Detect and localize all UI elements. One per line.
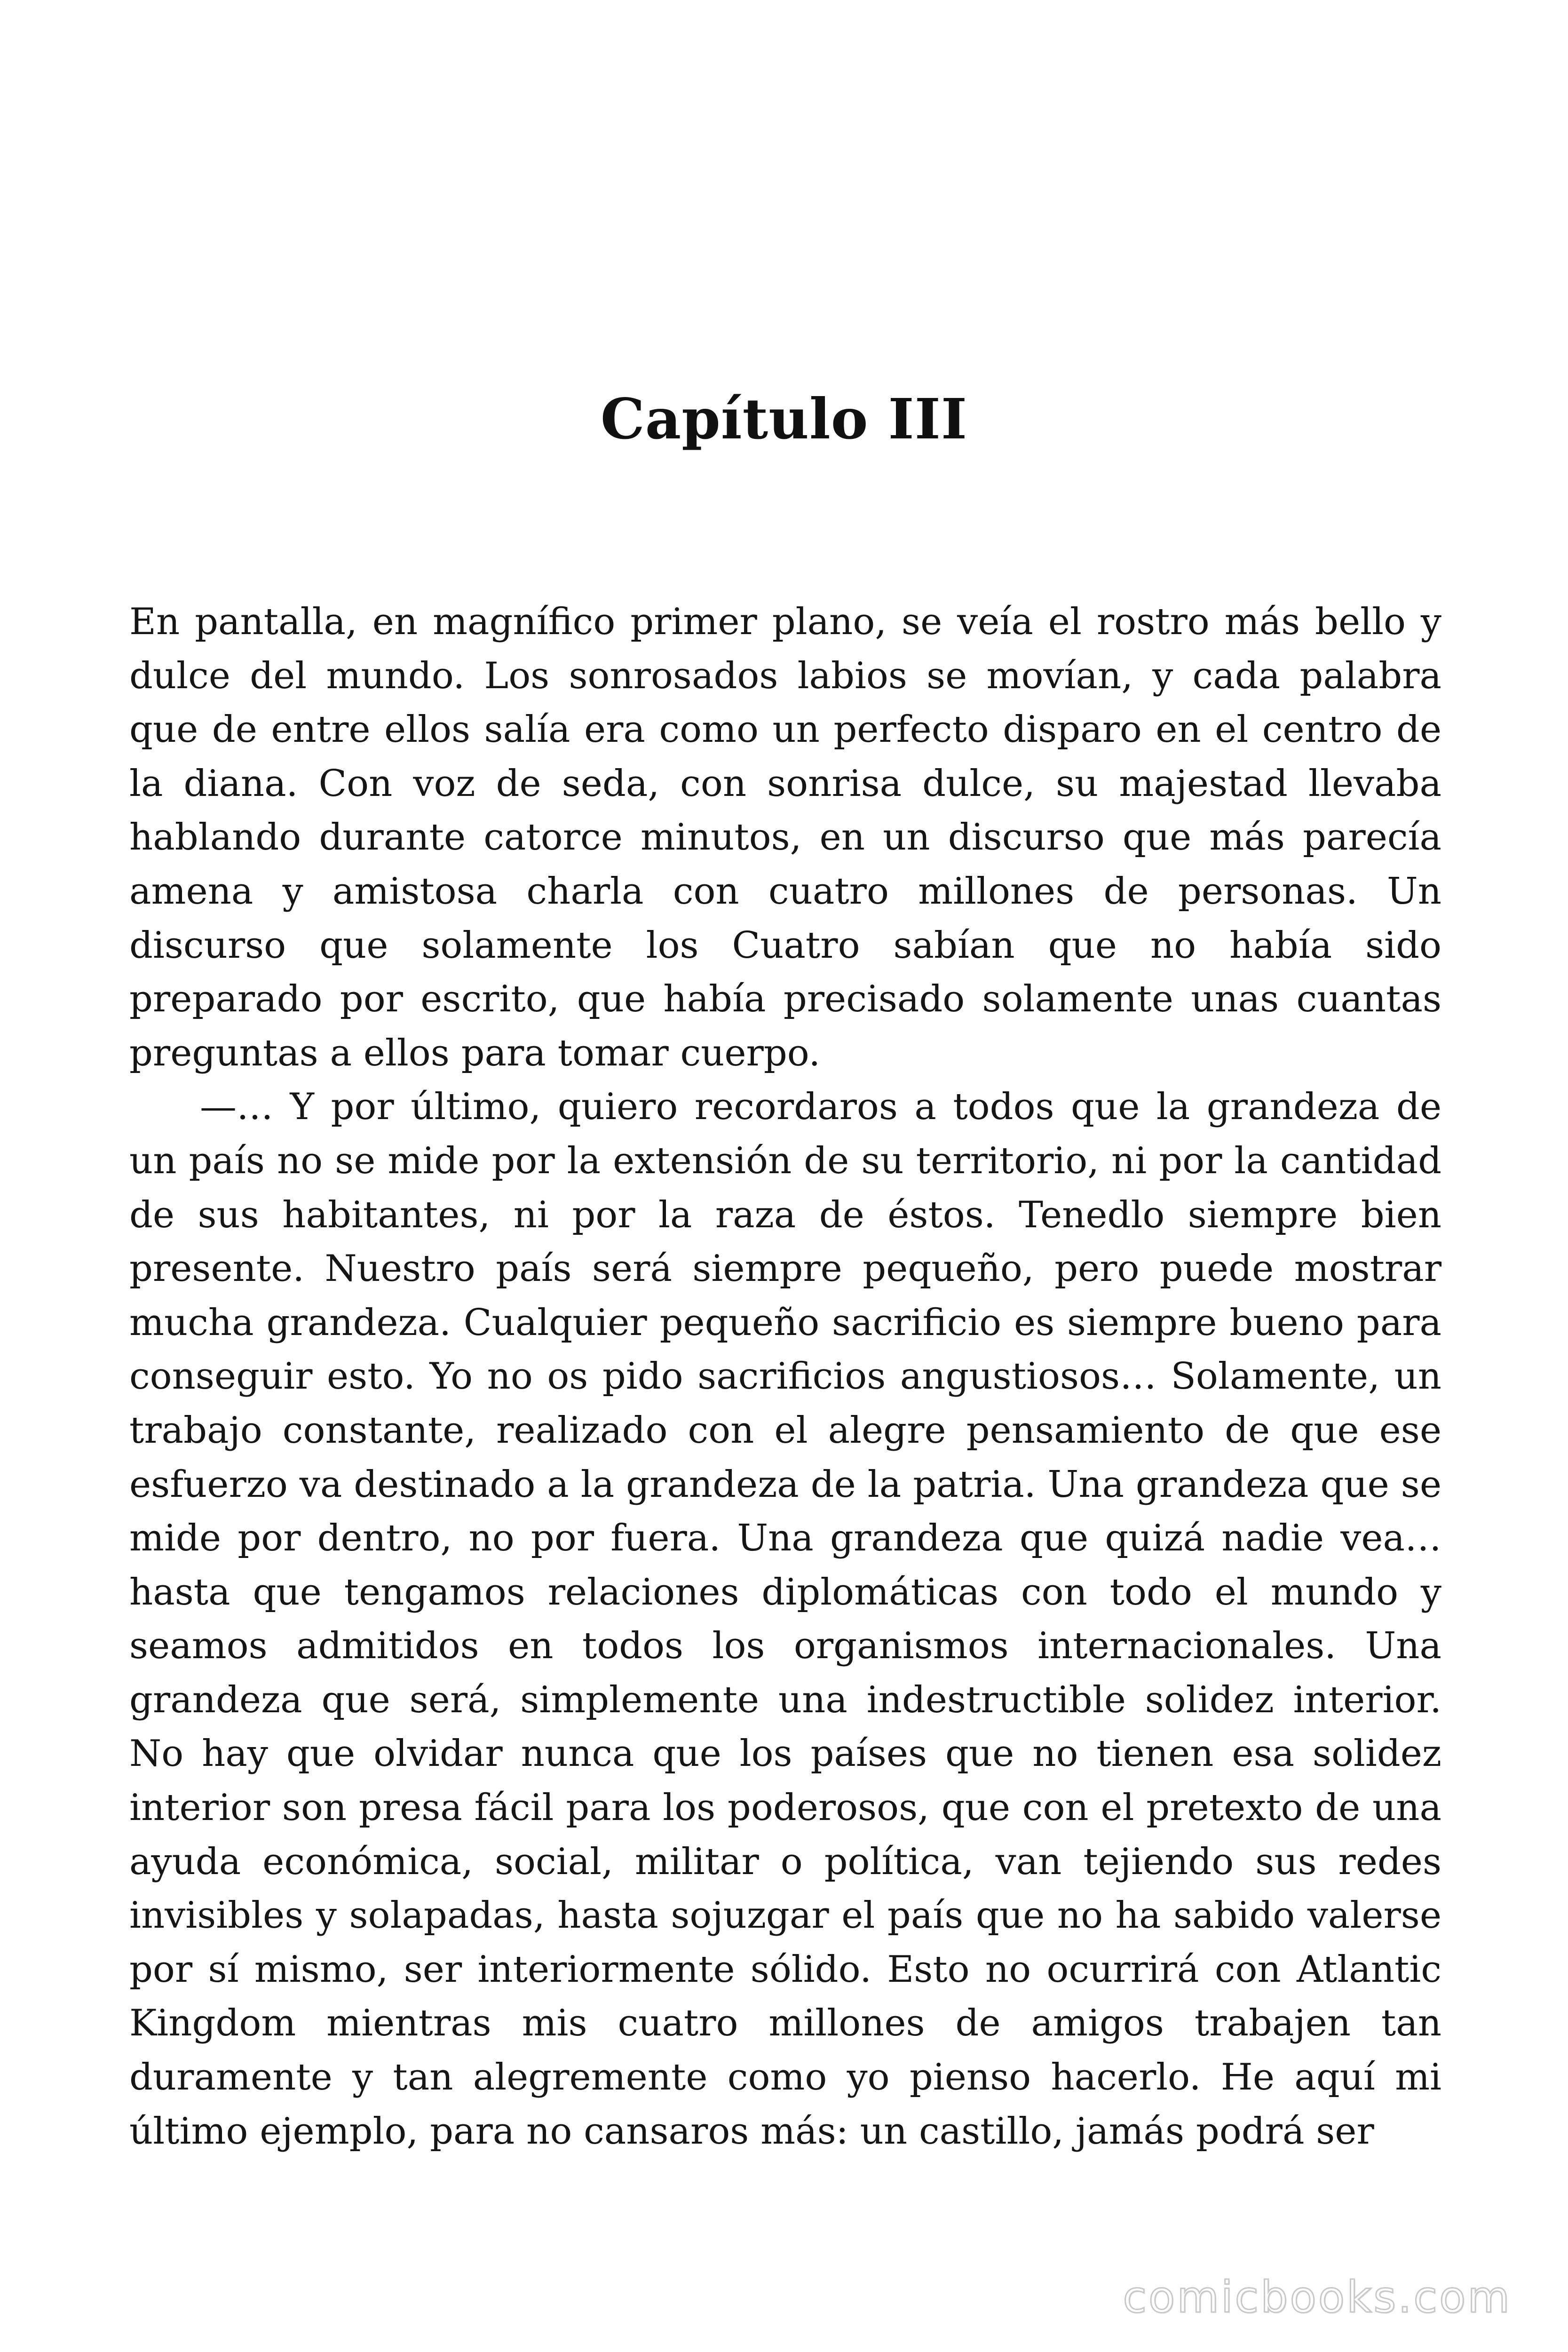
chapter-body <box>129 595 1441 2158</box>
paragraph-narration: En pantalla, en magnífico primer plano, se veía el rostro más bello y dulce del mundo. Los sonrosados labios se movían, y cada palabra que de entre ellos salía era como un perfecto disparo en el centro de la diana. Con voz de seda, con sonrisa dulce, su majestad llevaba hablando durante catorce minutos, en un discurso que más parecía amena y amistosa charla con cuatro millones de personas. Un discurso que solamente los Cuatro sabían que no había sido preparado por escrito, que había precisado solamente unas cuantas preguntas a ellos para tomar cuerpo. <box>129 601 1441 1074</box>
chapter-title: Capítulo III <box>600 386 968 452</box>
paragraph-speech: —… Y por último, quiero recordaros a todos que la grandeza de un país no se mide por la extensión de su territorio, ni por la cantidad de sus habitantes, ni por la raza de éstos. Tenedlo siempre bien presente. Nuestro país será siempre pequeño, pero puede mostrar mucha grandeza. Cualquier pequeño sacrificio es siempre bueno para conseguir esto. Yo no os pido sacrificios angustiosos… Solamente, un trabajo constante, realizado con el alegre pensamiento de que ese esfuerzo va destinado a la grandeza de la patria. Una grandeza que se mide por dentro, no por fuera. Una grandeza que quizá nadie vea… hasta que tengamos relaciones diplomáticas con todo el mundo y seamos admitidos en todos los organismos internacionales. Una grandeza que será, simplemente una indestructible solidez interior. No hay que olvidar nunca que los países que no tienen esa solidez interior son presa fácil para los poderosos, que con el pretexto de una ayuda económica, social, militar o política, van tejiendo sus redes invisibles y solapadas, hasta sojuzgar el país que no ha sabido valerse por sí mismo, ser interiormente sólido. Esto no ocurrirá con Atlantic Kingdom mientras mis cuatro millones de amigos trabajen tan duramente y tan alegremente como yo pienso hacerlo. He aquí mi último ejemplo, para no cansaros más: un castillo, jamás podrá ser <box>129 1086 1441 2153</box>
site-watermark: comicbooks.com <box>1123 2272 1512 2322</box>
